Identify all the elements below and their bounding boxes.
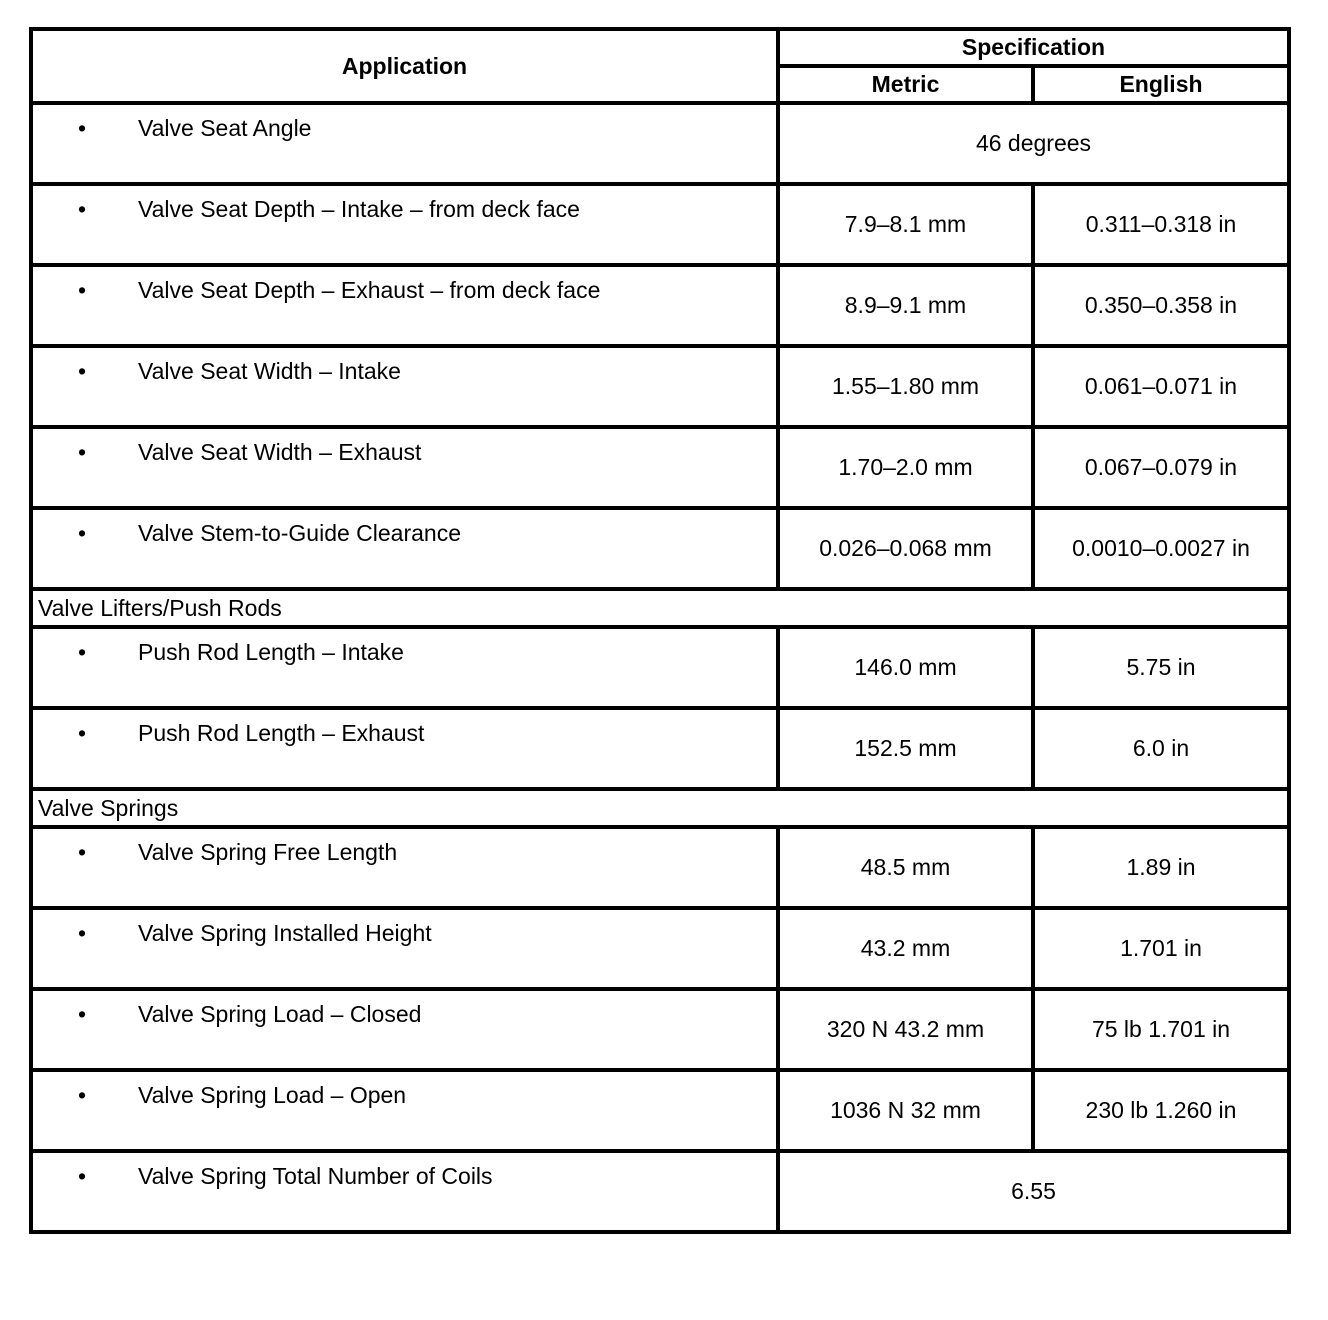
- table-row: [31, 103, 1289, 184]
- bullet-icon: •: [78, 639, 87, 665]
- metric-value: 1.55–1.80 mm: [778, 346, 1033, 427]
- table-row: [31, 265, 1289, 346]
- application-cell: [31, 427, 778, 508]
- metric-value: 7.9–8.1 mm: [778, 184, 1033, 265]
- english-value: 1.701 in: [1033, 908, 1289, 989]
- english-value: 0.0010–0.0027 in: [1033, 508, 1289, 589]
- row-label: Valve Spring Load – Open: [138, 1082, 407, 1108]
- combined-value: 6.55: [778, 1151, 1289, 1232]
- metric-value: 48.5 mm: [778, 827, 1033, 908]
- bullet-icon: •: [78, 196, 87, 222]
- specification-table: [29, 27, 1291, 1234]
- english-value: 5.75 in: [1033, 627, 1289, 708]
- application-cell: [31, 184, 778, 265]
- bullet-icon: •: [78, 920, 87, 946]
- application-cell: [31, 508, 778, 589]
- row-label: Valve Stem-to-Guide Clearance: [138, 520, 461, 546]
- metric-header: Metric: [778, 66, 1033, 103]
- combined-value: 46 degrees: [778, 103, 1289, 184]
- row-label: Valve Spring Free Length: [138, 839, 398, 865]
- application-cell: [31, 708, 778, 789]
- metric-value: 0.026–0.068 mm: [778, 508, 1033, 589]
- metric-value: 1036 N 32 mm: [778, 1070, 1033, 1151]
- english-value: 6.0 in: [1033, 708, 1289, 789]
- english-value: 0.311–0.318 in: [1033, 184, 1289, 265]
- bullet-icon: •: [78, 839, 87, 865]
- row-label: Valve Spring Installed Height: [138, 920, 432, 946]
- metric-value: 1.70–2.0 mm: [778, 427, 1033, 508]
- application-cell: [31, 103, 778, 184]
- application-cell: [31, 346, 778, 427]
- table-row: [31, 1151, 1289, 1232]
- bullet-icon: •: [78, 115, 87, 141]
- row-label: Push Rod Length – Exhaust: [138, 720, 425, 746]
- table-row: [31, 989, 1289, 1070]
- application-cell: [31, 827, 778, 908]
- metric-value: 8.9–9.1 mm: [778, 265, 1033, 346]
- bullet-icon: •: [78, 1163, 87, 1189]
- metric-value: 43.2 mm: [778, 908, 1033, 989]
- table-row: [31, 508, 1289, 589]
- row-label: Valve Seat Depth – Exhaust – from deck face: [138, 277, 601, 303]
- bullet-icon: •: [78, 277, 87, 303]
- row-label: Valve Seat Angle: [138, 115, 312, 141]
- metric-value: 152.5 mm: [778, 708, 1033, 789]
- english-value: 0.067–0.079 in: [1033, 427, 1289, 508]
- application-cell: [31, 1070, 778, 1151]
- bullet-icon: •: [78, 358, 87, 384]
- application-cell: [31, 1151, 778, 1232]
- row-label: Push Rod Length – Intake: [138, 639, 404, 665]
- table-row: [31, 827, 1289, 908]
- table-row: [31, 184, 1289, 265]
- specification-header: Specification: [778, 29, 1289, 66]
- application-header: Application: [31, 29, 778, 103]
- metric-value: 146.0 mm: [778, 627, 1033, 708]
- bullet-icon: •: [78, 520, 87, 546]
- row-label: Valve Seat Width – Intake: [138, 358, 401, 384]
- section-row: [31, 589, 1289, 627]
- table-row: [31, 908, 1289, 989]
- bullet-icon: •: [78, 720, 87, 746]
- row-label: Valve Seat Depth – Intake – from deck face: [138, 196, 580, 222]
- application-cell: [31, 989, 778, 1070]
- bullet-icon: •: [78, 1082, 87, 1108]
- english-value: 0.350–0.358 in: [1033, 265, 1289, 346]
- table-row: [31, 627, 1289, 708]
- table-row: [31, 427, 1289, 508]
- english-value: 0.061–0.071 in: [1033, 346, 1289, 427]
- section-title-springs: Valve Springs: [31, 789, 1289, 827]
- application-cell: [31, 627, 778, 708]
- table-row: [31, 708, 1289, 789]
- metric-value: 320 N 43.2 mm: [778, 989, 1033, 1070]
- application-cell: [31, 908, 778, 989]
- table-row: [31, 346, 1289, 427]
- table-row: [31, 1070, 1289, 1151]
- application-cell: [31, 265, 778, 346]
- bullet-icon: •: [78, 1001, 87, 1027]
- row-label: Valve Seat Width – Exhaust: [138, 439, 422, 465]
- english-value: 1.89 in: [1033, 827, 1289, 908]
- english-value: 230 lb 1.260 in: [1033, 1070, 1289, 1151]
- section-row: [31, 789, 1289, 827]
- row-label: Valve Spring Total Number of Coils: [138, 1163, 493, 1189]
- row-label: Valve Spring Load – Closed: [138, 1001, 422, 1027]
- english-header: English: [1033, 66, 1289, 103]
- bullet-icon: •: [78, 439, 87, 465]
- section-title-lifters: Valve Lifters/Push Rods: [31, 589, 1289, 627]
- english-value: 75 lb 1.701 in: [1033, 989, 1289, 1070]
